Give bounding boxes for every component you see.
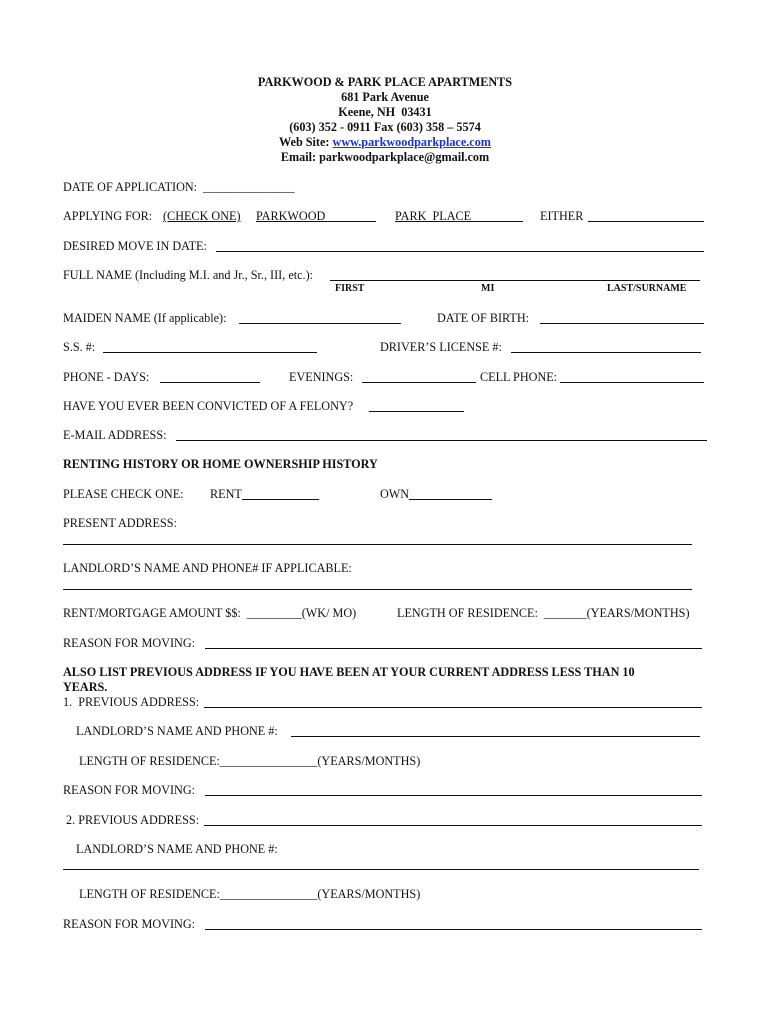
date-of-birth-label: DATE OF BIRTH: <box>437 311 530 325</box>
present-address-input[interactable] <box>63 544 692 545</box>
landlord-1-label: LANDLORD’S NAME AND PHONE #: <box>76 724 278 738</box>
last-name-caption: LAST/SURNAME <box>607 283 687 294</box>
landlord-label: LANDLORD’S NAME AND PHONE# IF APPLICABLE: <box>63 561 352 575</box>
phone-days-input[interactable] <box>160 382 260 383</box>
website-label: Web Site: <box>279 135 333 149</box>
landlord-1-input[interactable] <box>291 736 700 737</box>
reason-for-moving-2-label: REASON FOR MOVING: <box>63 917 196 931</box>
first-name-caption: FIRST <box>335 283 365 294</box>
previous-address-heading: ALSO LIST PREVIOUS ADDRESS IF YOU HAVE BEEN AT YOUR CURRENT ADDRESS LESS THAN 10 <box>63 665 635 679</box>
reason-for-moving-input[interactable] <box>205 648 702 649</box>
cell-phone-input[interactable] <box>560 382 704 383</box>
reason-for-moving-1-label: REASON FOR MOVING: <box>63 783 196 797</box>
length-of-residence-1-field[interactable]: LENGTH OF RESIDENCE:________________(YEARS/MONTHS) <box>79 754 421 768</box>
check-one-label: (CHECK ONE) <box>163 209 241 223</box>
felony-input[interactable] <box>369 411 464 412</box>
either-option[interactable]: EITHER <box>540 209 584 223</box>
drivers-license-label: DRIVER’S LICENSE #: <box>380 340 502 354</box>
header-street: 681 Park Avenue <box>341 90 429 104</box>
previous-address-heading-cont: YEARS. <box>63 680 108 694</box>
email-label: E-MAIL ADDRESS: <box>63 428 167 442</box>
previous-address-2-label: 2. PREVIOUS ADDRESS: <box>66 813 200 827</box>
reason-for-moving-label: REASON FOR MOVING: <box>63 636 196 650</box>
felony-label: HAVE YOU EVER BEEN CONVICTED OF A FELONY? <box>63 399 354 413</box>
own-option-label: OWN <box>380 487 410 501</box>
landlord-input[interactable] <box>63 589 692 590</box>
desired-move-in-input[interactable] <box>216 251 704 252</box>
length-of-residence-2-field[interactable]: LENGTH OF RESIDENCE:________________(YEARS/MONTHS) <box>79 887 421 901</box>
full-name-input[interactable] <box>330 280 700 281</box>
header-email: Email: parkwoodparkplace@gmail.com <box>280 150 490 164</box>
parkwood-line <box>256 221 376 222</box>
email-input[interactable] <box>176 440 707 441</box>
renting-history-heading: RENTING HISTORY OR HOME OWNERSHIP HISTORY <box>63 457 378 471</box>
please-check-one-label: PLEASE CHECK ONE: <box>63 487 184 501</box>
rent-option-label: RENT <box>210 487 242 501</box>
previous-address-1-label: 1. PREVIOUS ADDRESS: <box>63 695 200 709</box>
reason-for-moving-2-input[interactable] <box>205 929 702 930</box>
evenings-label: EVENINGS: <box>289 370 354 384</box>
parkwood-option[interactable]: PARKWOOD <box>256 209 326 223</box>
header-website <box>0 135 770 149</box>
own-checkbox-line[interactable] <box>409 499 492 500</box>
rent-mortgage-field[interactable]: RENT/MORTGAGE AMOUNT $$: _________(WK/ MO) <box>63 606 357 620</box>
previous-address-1-input[interactable] <box>204 707 702 708</box>
full-name-label: FULL NAME (Including M.I. and Jr., Sr., III, etc.): <box>63 268 314 282</box>
either-line <box>588 221 704 222</box>
ss-input[interactable] <box>103 352 317 353</box>
previous-address-2-input[interactable] <box>204 825 702 826</box>
applying-for-label: APPLYING FOR: <box>63 209 153 223</box>
website-link[interactable]: www.parkwoodparkplace.com <box>332 135 491 149</box>
date-of-birth-input[interactable] <box>540 323 704 324</box>
present-address-label: PRESENT ADDRESS: <box>63 516 177 530</box>
desired-move-in-label: DESIRED MOVE IN DATE: <box>63 239 207 253</box>
landlord-2-label: LANDLORD’S NAME AND PHONE #: <box>76 842 278 856</box>
maiden-name-input[interactable] <box>239 323 401 324</box>
maiden-name-label: MAIDEN NAME (If applicable): <box>63 311 227 325</box>
length-of-residence-field[interactable]: LENGTH OF RESIDENCE: _______(YEARS/MONTHS) <box>397 606 690 620</box>
cell-phone-label: CELL PHONE: <box>480 370 558 384</box>
middle-initial-caption: MI <box>481 283 495 294</box>
drivers-license-input[interactable] <box>511 352 701 353</box>
park-place-option[interactable]: PARK PLACE <box>395 209 472 223</box>
ss-label: S.S. #: <box>63 340 96 354</box>
rent-checkbox-line[interactable] <box>242 499 319 500</box>
header-phone: (603) 352 - 0911 Fax (603) 358 – 5574 <box>289 120 481 134</box>
header-city: Keene, NH 03431 <box>338 105 432 119</box>
reason-for-moving-1-input[interactable] <box>205 795 702 796</box>
park-place-line <box>395 221 523 222</box>
date-of-application-field[interactable]: DATE OF APPLICATION: _______________ <box>63 180 295 194</box>
phone-days-label: PHONE - DAYS: <box>63 370 150 384</box>
header-org: PARKWOOD & PARK PLACE APARTMENTS <box>257 75 513 89</box>
evenings-input[interactable] <box>362 382 476 383</box>
landlord-2-input[interactable] <box>63 869 699 870</box>
